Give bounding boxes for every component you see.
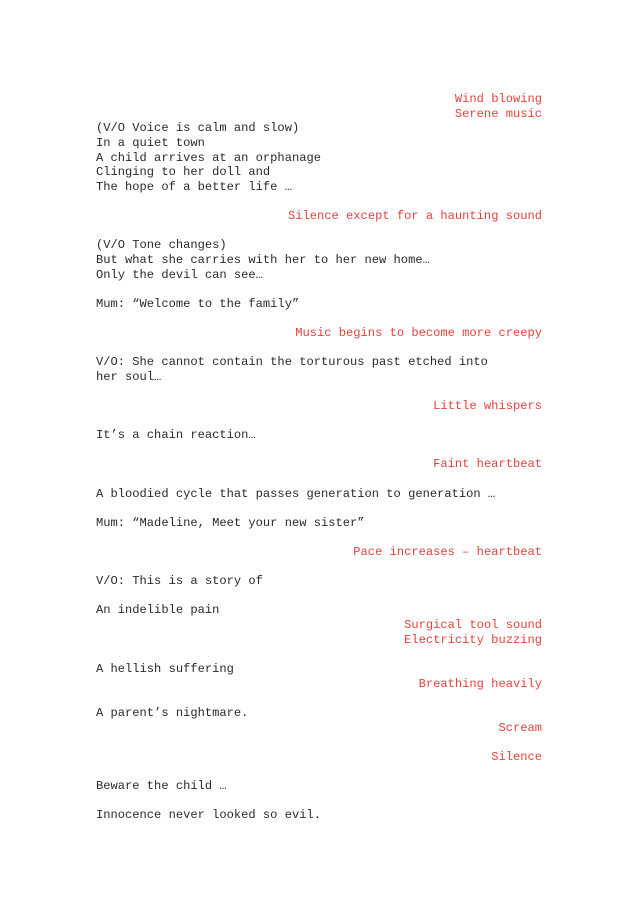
script-line: Innocence never looked so evil. <box>96 808 321 822</box>
sound-cue: Faint heartbeat <box>433 457 542 471</box>
script-line: Clinging to her doll and <box>96 165 271 179</box>
script-line: her soul… <box>96 370 162 384</box>
script-line: V/O: This is a story of <box>96 574 263 588</box>
script-line: Mum: “Madeline, Meet your new sister” <box>96 516 365 530</box>
script-line: The hope of a better life … <box>96 180 292 194</box>
script-line: A bloodied cycle that passes generation to generation … <box>96 487 496 501</box>
sound-cue: Silence except for a haunting sound <box>287 209 542 223</box>
sound-cue: Pace increases – heartbeat <box>353 545 542 559</box>
script-line: Only the devil can see… <box>96 268 263 282</box>
script-line: It’s a chain reaction… <box>96 428 256 442</box>
sound-cue: Scream <box>498 721 542 735</box>
sound-cue: Wind blowing <box>454 92 542 106</box>
sound-cue: Surgical tool sound <box>404 618 542 632</box>
sound-cue: Electricity buzzing <box>404 633 542 647</box>
script-line: (V/O Tone changes) <box>96 238 227 252</box>
script-line: An indelible pain <box>96 603 220 617</box>
sound-cue: Music begins to become more creepy <box>295 326 542 340</box>
script-line: Beware the child … <box>96 779 227 793</box>
script-line: (V/O Voice is calm and slow) <box>96 121 300 135</box>
sound-cue: Silence <box>491 750 542 764</box>
script-line: But what she carries with her to her new home… <box>96 253 430 267</box>
script-line: Mum: “Welcome to the family” <box>96 297 300 311</box>
sound-cue: Serene music <box>454 107 542 121</box>
script-line: A parent’s nightmare. <box>96 706 249 720</box>
script-line: A hellish suffering <box>96 662 234 676</box>
sound-cue: Little whispers <box>433 399 542 413</box>
sound-cue: Breathing heavily <box>418 677 542 691</box>
script-line: V/O: She cannot contain the torturous past etched into <box>96 355 488 369</box>
script-line: A child arrives at an orphanage <box>96 151 321 165</box>
script-line: In a quiet town <box>96 136 205 150</box>
